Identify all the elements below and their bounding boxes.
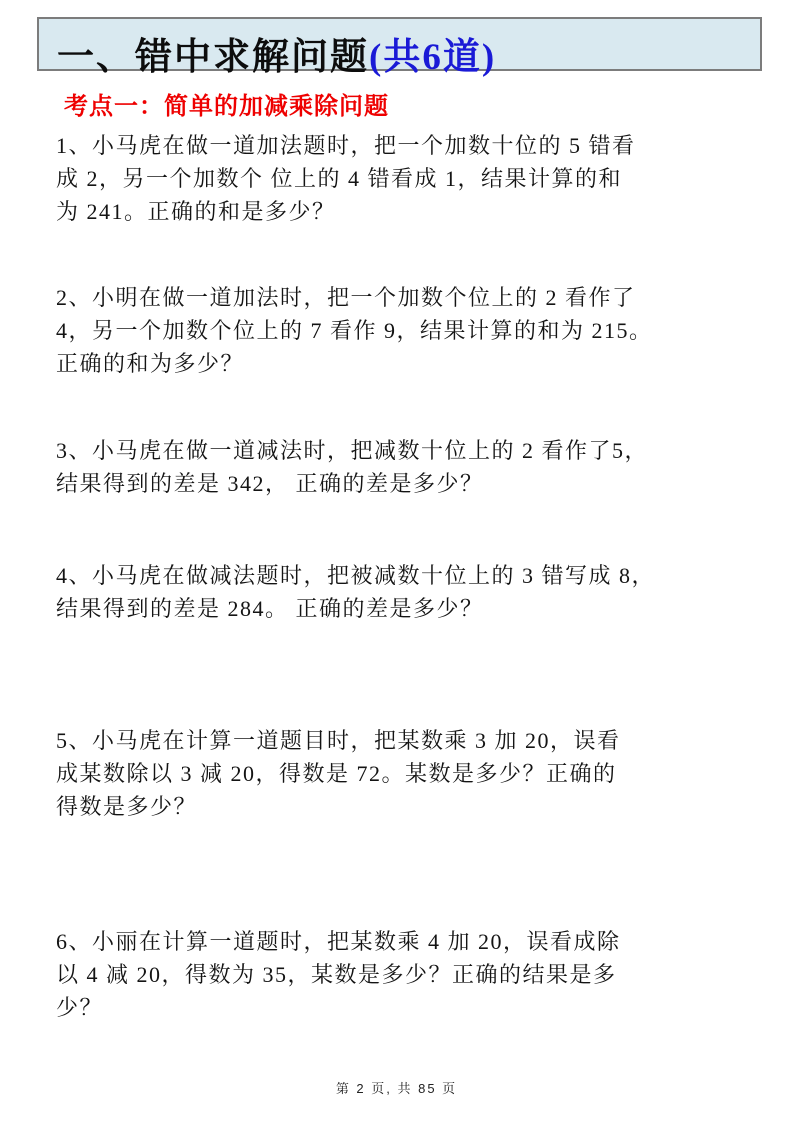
problem-2-line: 4，另一个加数个位上的 7 看作 9，结果计算的和为 215。: [56, 318, 653, 343]
problem-6-line: 少？: [56, 995, 104, 1020]
chapter-title: [57, 39, 496, 76]
chapter-title-count: (共6道): [369, 37, 497, 78]
problem-4-line: 4、小马虎在做减法题时，把被减数十位上的 3 错写成 8，: [56, 563, 656, 588]
problem-2-line: 2、小明在做一道加法时，把一个加数个位上的 2 看作了: [56, 285, 636, 310]
problem-1-line: 为 241。正确的和是多少？: [56, 199, 336, 224]
chapter-title-box: [37, 17, 762, 78]
problem-6-line: 6、小丽在计算一道题时，把某数乘 4 加 20，误看成除: [56, 929, 621, 954]
problem-6-line: 以 4 减 20，得数为 35，某数是多少？正确的结果是多: [56, 962, 617, 987]
problem-3: [56, 434, 746, 500]
problem-3-line: 结果得到的差是 342， 正确的差是多少？: [56, 471, 484, 496]
problem-1-line: 成 2，另一个加数个 位上的 4 错看成 1，结果计算的和: [56, 166, 623, 191]
problem-5-line: 5、小马虎在计算一道题目时，把某数乘 3 加 20，误看: [56, 728, 621, 753]
problem-5-line: 成某数除以 3 减 20，得数是 72。某数是多少？正确的: [56, 761, 617, 786]
section-heading: 考点一：简单的加减乘除问题: [64, 93, 389, 120]
problem-4-line: 结果得到的差是 284。 正确的差是多少？: [56, 596, 484, 621]
problem-6: [56, 925, 746, 1024]
problem-4: [56, 559, 746, 625]
page-number-footer: 第 2 页, 共 85 页: [335, 1081, 458, 1096]
problem-5-line: 得数是多少？: [56, 794, 198, 819]
problem-5: [56, 724, 746, 823]
problem-1: [56, 129, 746, 228]
problem-2-line: 正确的和为多少？: [56, 351, 245, 376]
chapter-title-main: 一、错中求解问题: [57, 37, 369, 78]
problem-1-line: 1、小马虎在做一道加法题时，把一个加数十位的 5 错看: [56, 133, 636, 158]
problem-2: [56, 281, 746, 380]
problem-3-line: 3、小马虎在做一道减法时，把减数十位上的 2 看作了5，: [56, 438, 649, 463]
